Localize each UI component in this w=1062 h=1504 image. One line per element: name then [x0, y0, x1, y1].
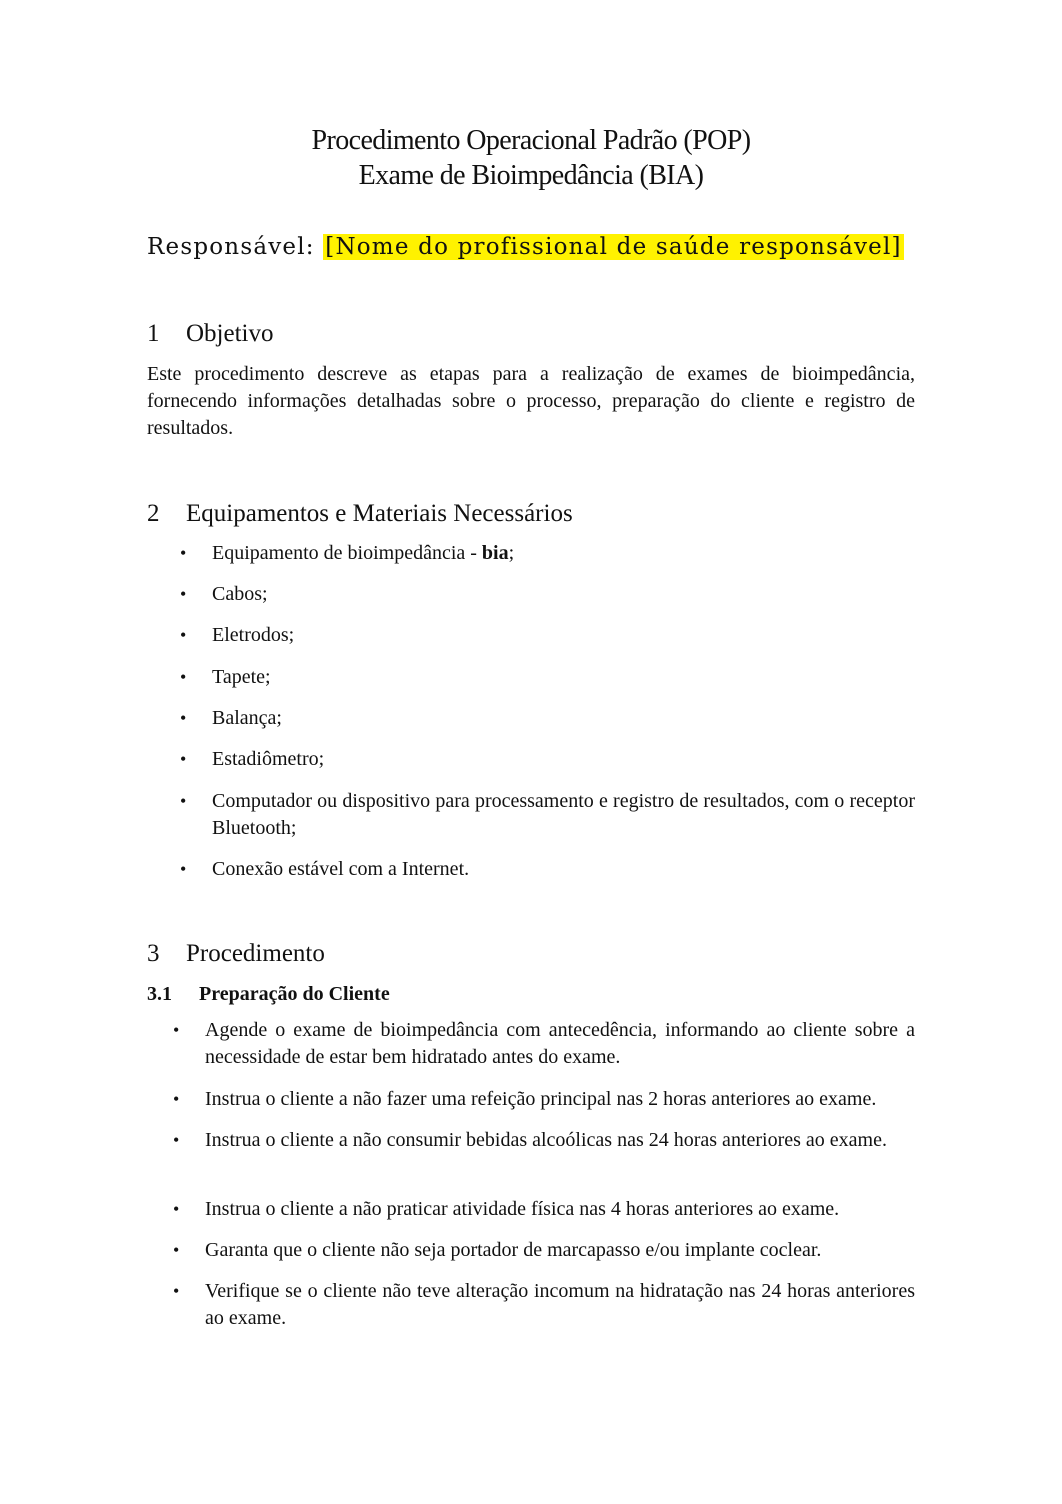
section-title: Equipamentos e Materiais Necessários [186, 500, 573, 527]
bullet-icon: • [180, 749, 187, 769]
section-heading-objetivo [147, 318, 274, 350]
section-title: Procedimento [186, 940, 325, 967]
list-item: • Eletrodos; [212, 622, 915, 649]
bullet-icon: • [180, 667, 187, 687]
document-title: Procedimento Operacional Padrão (POP) [311, 125, 751, 156]
bullet-icon: • [180, 584, 187, 604]
section-number: 3 [147, 940, 160, 967]
responsible-line [147, 231, 904, 263]
list-item: • Cabos; [212, 581, 915, 608]
list-item: • Verifique se o cliente não teve alteração incomum na hidratação nas 24 horas anteriores ao exame. [173, 1280, 915, 1329]
list-item: • Balança; [212, 705, 915, 732]
responsible-placeholder: [Nome do profissional de saúde responsável] [325, 234, 902, 260]
subsection-number: 3.1 [147, 983, 172, 1005]
bold-term: bia [481, 542, 509, 564]
list-item: • Instrua o cliente a não consumir bebidas alcoólicas nas 24 horas anteriores ao exame. [205, 1127, 915, 1154]
section-number: 1 [147, 320, 160, 347]
subsection-title: Preparação do Cliente [199, 983, 390, 1005]
bullet-icon: • [173, 1089, 180, 1109]
list-item: • Garanta que o cliente não seja portador de marcapasso e/ou implante coclear. [205, 1237, 915, 1264]
bullet-icon: • [180, 791, 187, 811]
list-item: • Agende o exame de bioimpedância com antecedência, informando ao cliente sobre a necessidade de estar bem hidratado antes do exame. [173, 1019, 915, 1068]
section-title: Objetivo [186, 320, 274, 347]
list-item: • Equipamento de bioimpedância - bia; [212, 540, 915, 567]
bullet-icon: • [173, 1130, 180, 1150]
objetivo-paragraph: Este procedimento descreve as etapas para a realização de exames de bioimpedância, fornecendo informações detalhadas sobre o processo, preparação do cliente e registro de resultados. [147, 363, 915, 439]
bullet-icon: • [173, 1240, 180, 1260]
section-heading-procedimento [147, 938, 325, 970]
list-item: • Tapete; [212, 664, 915, 691]
list-item: • Computador ou dispositivo para processamento e registro de resultados, com o receptor Bluetooth; [180, 790, 915, 839]
list-item: • Conexão estável com a Internet. [212, 856, 915, 883]
bullet-icon: • [180, 859, 187, 879]
bullet-icon: • [180, 543, 187, 563]
list-item: • Instrua o cliente a não praticar atividade física nas 4 horas anteriores ao exame. [205, 1196, 915, 1223]
document-subtitle: Exame de Bioimpedância (BIA) [358, 160, 704, 191]
list-item: • Estadiômetro; [212, 746, 915, 773]
bullet-icon: • [173, 1281, 180, 1301]
bullet-icon: • [180, 625, 187, 645]
bullet-icon: • [173, 1199, 180, 1219]
section-heading-equipamentos [147, 498, 573, 530]
subsection-heading-preparacao [147, 980, 390, 1008]
section-number: 2 [147, 500, 160, 527]
list-item: • Instrua o cliente a não fazer uma refeição principal nas 2 horas anteriores ao exame. [205, 1086, 915, 1113]
responsible-label: Responsável: [147, 234, 315, 260]
bullet-icon: • [173, 1020, 180, 1040]
bullet-icon: • [180, 708, 187, 728]
